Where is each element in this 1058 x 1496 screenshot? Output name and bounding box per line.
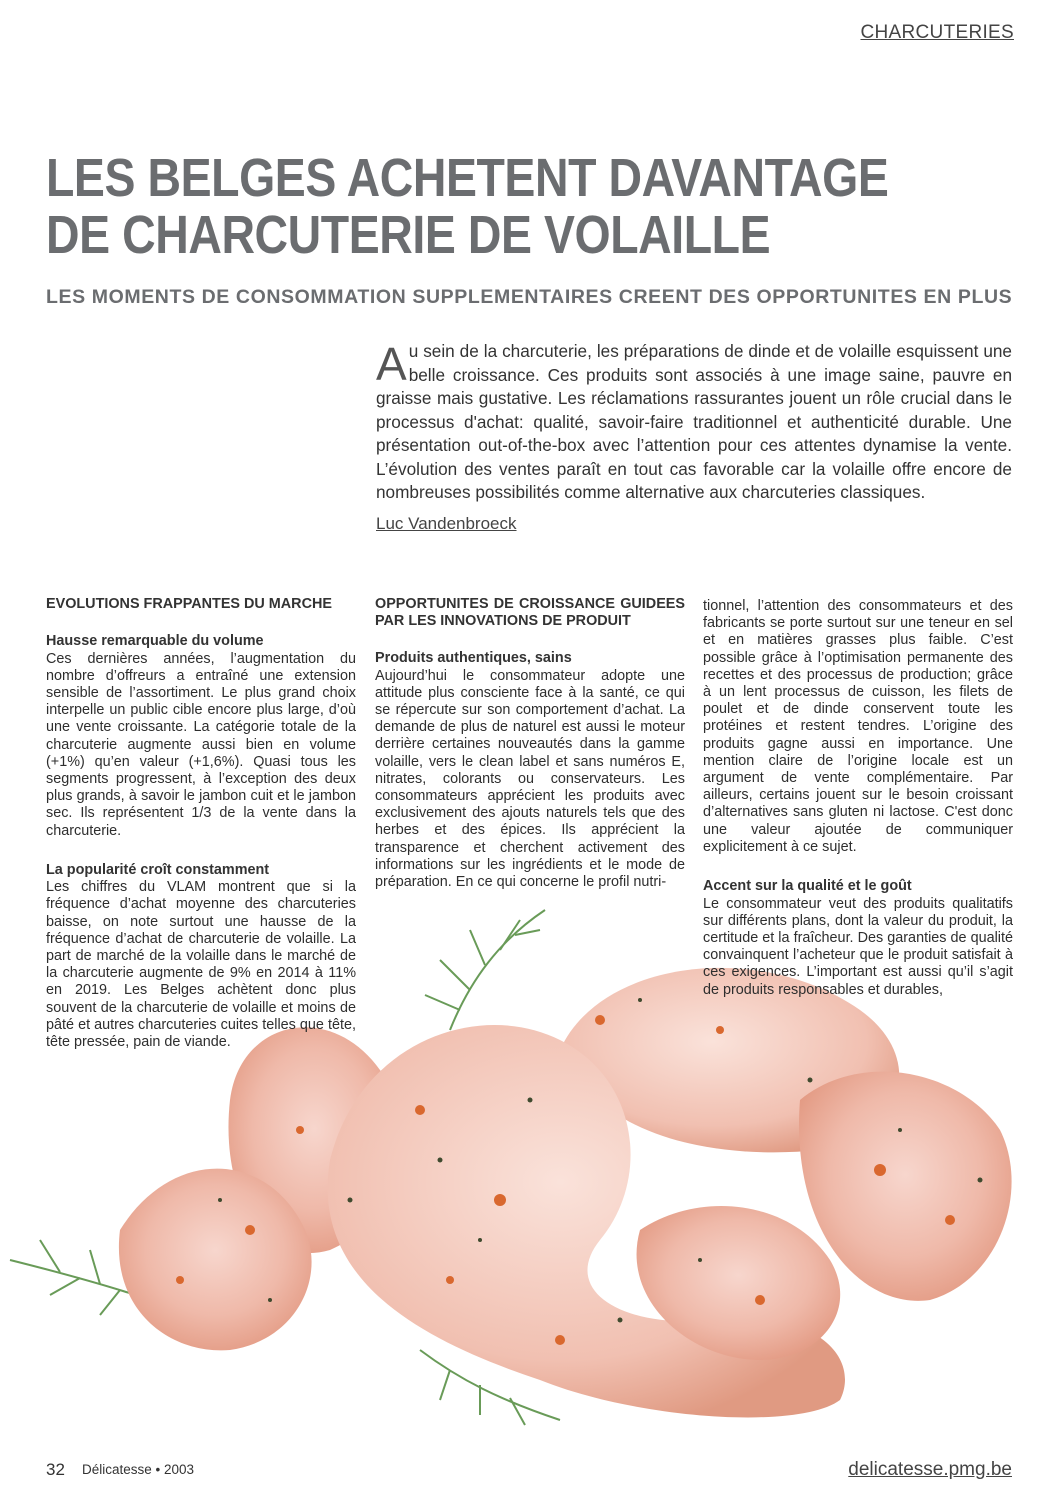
title-line-1: LES BELGES ACHETENT DAVANTAGE — [46, 148, 889, 208]
col1-subheading-2: La popularité croît constamment — [46, 861, 270, 878]
page-title — [46, 148, 889, 265]
page-number: 32 — [46, 1460, 65, 1479]
column-2 — [375, 596, 685, 891]
col3-subheading-1: Accent sur la qualité et le goût — [703, 878, 912, 895]
publication-name: Délicatesse • 2003 — [82, 1462, 195, 1477]
subtitle: LES MOMENTS DE CONSOMMATION SUPPLEMENTAIRES CREENT DES OPPORTUNITES EN PLUS — [46, 286, 1013, 308]
col3-paragraph-1: tionnel, l’attention des consommateurs et des fabricants se porte surtout sur une teneur en sel et en matières grasses plus faible. C’est possible grâce à l’optimisation permanente des recettes et des processus de production; grâce à un lent processus de cuisson, les filets de poulet et de dinde conservent toute les protéines et restent tendres. L’origine des produits gagne aussi en importance. Une mention claire de l’origine locale est un argument de vente complémentaire. Par ailleurs, certains jouent sur le besoin croissant d’alternatives sans gluten ni lactose. C'est donc une valeur ajoutée de communiquer explicitement à ce sujet. — [703, 598, 1013, 855]
column-3 — [703, 598, 1013, 999]
col3-paragraph-2: Le consommateur veut des produits qualitatifs sur différents plans, dont la valeur du produit, la certitude et la fraîcheur. Des garanties de qualité convainquent l’acheteur que le produit satisfait à ces exigences. L’important est aussi qu’il s’agit de produits responsables et durables, — [703, 895, 1013, 998]
col1-subheading-1: Hausse remarquable du volume — [46, 633, 264, 649]
col2-paragraph-1: Aujourd’hui le consommateur adopte une attitude plus consciente face à la santé, ce qui se répercute sur son comportement d’achat. La demande de plus de naturel est aussi le moteur derrière certaines nouveautés dans la gamme volaille, vers le clean label et sans numéros E, nitrates, colorants ou conservateurs. Les consommateurs apprécient les produits avec exclusivement des ajouts naturels tels que des herbes et des épices. Ils apprécient la transparence et cherchent activement des informations sur les ingrédients et le mode de préparation. En ce qui concerne le profil nutri- — [375, 667, 685, 890]
section-tag: CHARCUTERIES — [860, 22, 1014, 43]
col2-heading: OPPORTUNITES DE CROISSANCE GUIDEES PAR LES INNOVATIONS DE PRODUIT — [375, 596, 685, 629]
website-link[interactable]: delicatesse.pmg.be — [848, 1459, 1012, 1480]
col1-paragraph-1: Ces dernières années, l’augmentation du nombre d’offreurs a entraîné une extension sensible de l’assortiment. Le plus grand choix interpelle un public cible encore plus large, d’où une vente croissante. La catégorie totale de la charcuterie augmente aussi bien en volume (+1%) qu’en valeur (+1,6%). Quasi tous les segments progressent, à l’exception des deux plus grands, à savoir le jambon cuit et le jambon sec. Ils représentent 1/3 de la vente dans la charcuterie. — [46, 650, 356, 839]
col2-subheading-1: Produits authentiques, sains — [375, 650, 572, 666]
lead-text: u sein de la charcuterie, les préparations de dinde et de volaille esquissent une belle croissance. Ces produits sont associés à une image saine, pauvre en graisse mais gustative. Les réclamations rassurantes jouent un rôle crucial dans le processus d'achat: qualité, savoir-faire traditionnel et authenticité durable. Une présentation out-of-the-box avec l’attention pour ces attentes dynamise la vente. L’évolution des ventes paraît en tout cas favorable car la volaille offre encore de nombreuses possibilités comme alternative aux charcuteries classiques. — [376, 341, 1012, 502]
title-line-2: DE CHARCUTERIE DE VOLAILLE — [46, 205, 771, 265]
column-1 — [46, 596, 356, 1051]
col1-heading: EVOLUTIONS FRAPPANTES DU MARCHE — [46, 596, 332, 612]
author-byline: Luc Vandenbroeck — [376, 514, 517, 533]
col1-paragraph-2: Les chiffres du VLAM montrent que si la fréquence d’achat moyenne des charcuteries baisse, on note surtout une hausse de la fréquence d’achat de charcuterie de volaille. La part de marché de la volaille dans le marché de la charcuterie augmente de 9% en 2014 à 11% en 2019. Les Belges achètent donc plus souvent de la charcuterie de volaille et moins de pâté et autres charcuteries cuites telles que tête, tête pressée, pain de viande. — [46, 879, 356, 1051]
dropcap: A — [376, 338, 407, 390]
lead-paragraph — [376, 340, 1012, 505]
